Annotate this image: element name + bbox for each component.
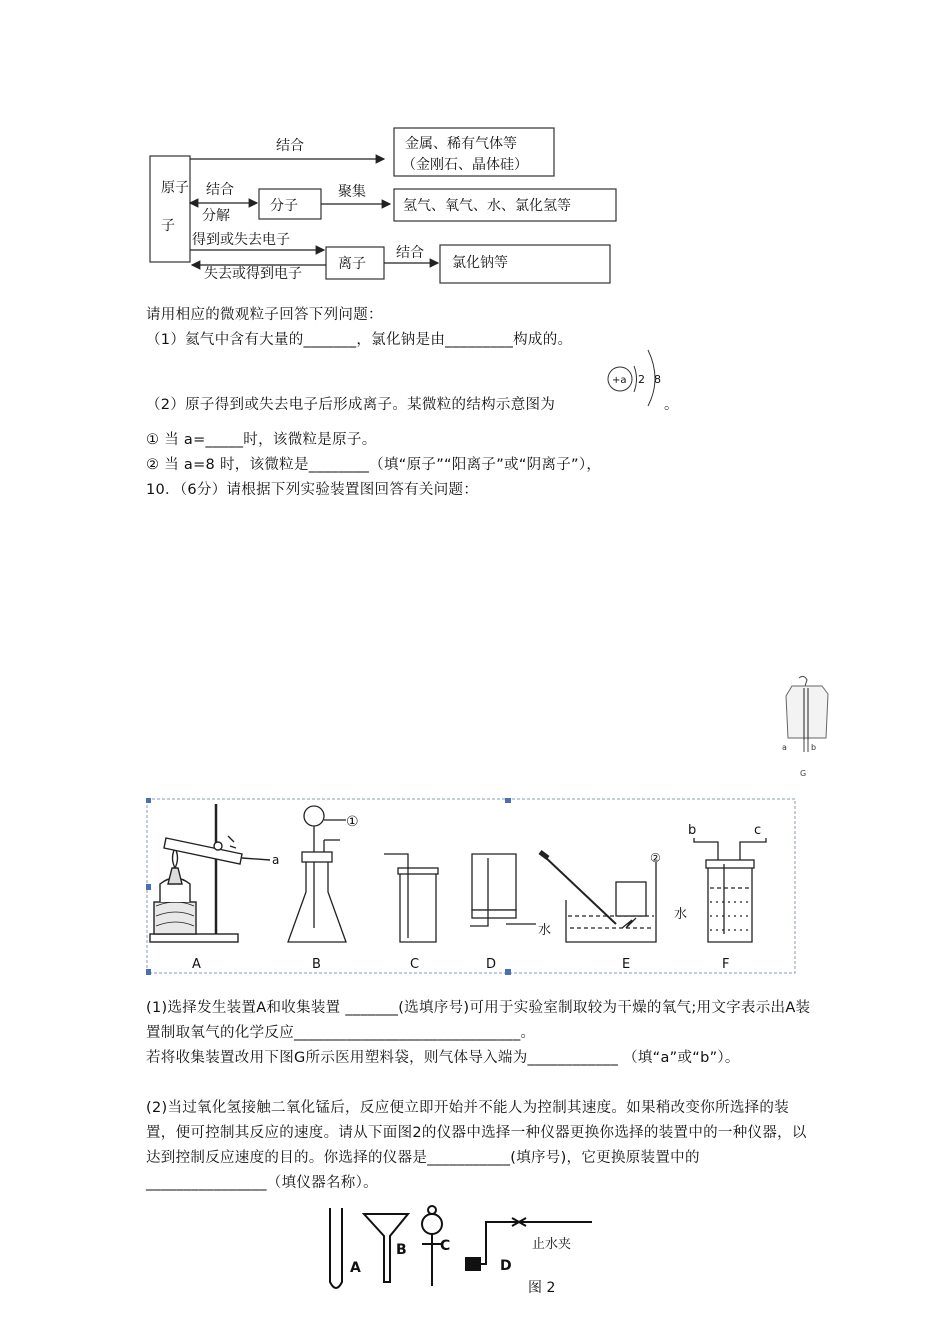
clamp-tube bbox=[466, 1218, 592, 1270]
atom-box bbox=[150, 156, 190, 262]
q9-part2-text: （2）原子得到或失去电子后形成离子。某微粒的结构示意图为 bbox=[146, 397, 556, 413]
ion-label: 离子 bbox=[338, 256, 366, 272]
mark-b: b bbox=[688, 823, 697, 838]
mark-a: a bbox=[272, 853, 280, 867]
combine-label-3: 结合 bbox=[396, 245, 424, 261]
mark-water-f: 水 bbox=[674, 907, 688, 922]
gain-lose-label: 得到或失去电子 bbox=[192, 232, 290, 248]
molecule-label: 分子 bbox=[270, 198, 298, 214]
shell1-electrons: 2 bbox=[638, 373, 645, 386]
bag-label-g: G bbox=[800, 769, 807, 778]
particle-structure-diagram bbox=[602, 346, 666, 408]
label-d: D bbox=[486, 957, 497, 972]
q9-part2-end: 。 bbox=[664, 397, 679, 413]
q10-part1-bag: 若将收集装置改用下图G所示医用塑料袋，则气体导入端为____________ （填“a”或“b”）。 bbox=[146, 1050, 740, 1066]
combine-label-2: 结合 bbox=[206, 182, 234, 198]
label-b: B bbox=[312, 957, 321, 972]
q9-part2 bbox=[146, 393, 555, 414]
lose-gain-label: 失去或得到电子 bbox=[204, 266, 302, 282]
label-e: E bbox=[622, 957, 631, 972]
bag-port-b: b bbox=[811, 743, 817, 752]
salt-label: 氯化钠等 bbox=[452, 255, 508, 271]
mark-water-e: 水 bbox=[538, 923, 552, 938]
fig2-label-c: C bbox=[440, 1238, 451, 1254]
q10-part1: (1)选择发生装置A和收集装置 _______(选填序号)可用于实验室制取较为干燥的氧气;用文字表示出A装置制取氧气的化学反应______________________________。 bbox=[146, 1000, 811, 1041]
apparatus-c bbox=[384, 854, 438, 942]
label-a: A bbox=[192, 957, 201, 972]
mark-circle2: ② bbox=[650, 851, 661, 865]
atom-label-2: 子 bbox=[161, 218, 175, 234]
metal-line-1: 金属、稀有气体等 bbox=[405, 136, 517, 152]
atom-label-1: 原子 bbox=[161, 180, 189, 196]
nucleus-charge: +a bbox=[612, 375, 627, 386]
fig2-caption: 图 2 bbox=[528, 1280, 556, 1296]
metal-line-2: （金刚石、晶体硅） bbox=[402, 157, 528, 173]
q10-title: 10．（6分）请根据下列实验装置图回答有关问题： bbox=[146, 482, 479, 498]
mark-c: c bbox=[754, 823, 762, 838]
label-f: F bbox=[722, 957, 730, 972]
combine-label-1: 结合 bbox=[276, 138, 304, 154]
apparatus-b bbox=[288, 806, 346, 942]
apparatus-e bbox=[540, 852, 656, 942]
fig2-label-a: A bbox=[350, 1260, 361, 1276]
plastic-bag-g bbox=[778, 674, 834, 784]
q9-sub1: ① 当 a=_____时，该微粒是原子。 bbox=[146, 432, 377, 448]
q10-part2: (2)当过氧化氢接触二氧化锰后，反应便立即开始并不能人为控制其速度。如果稍改变你所选择的装置，便可控制其反应的速度。请从下面图2的仪器中选择一种仪器更换你选择的装置中的一种仪器，以达到控制反应速度的目的。你选择的仪器是___________(填序号)，它更换原装置中的________________（填仪器名称）。 bbox=[146, 1100, 807, 1191]
q9-part1: （1）氦气中含有大量的_______，氯化钠是由_________构成的。 bbox=[146, 332, 573, 348]
bag-port-a: a bbox=[782, 743, 787, 752]
gas-label: 氢气、氧气、水、氯化氢等 bbox=[403, 198, 571, 214]
figure-2 bbox=[322, 1202, 602, 1300]
fig2-label-b: B bbox=[396, 1242, 407, 1258]
shell2-electrons: 8 bbox=[654, 373, 661, 386]
fig2-label-d: D bbox=[500, 1258, 512, 1274]
apparatus-d bbox=[470, 854, 536, 926]
label-c: C bbox=[410, 957, 420, 972]
q9-sub2: ② 当 a=8 时，该微粒是________（填“原子”“阳离子”或“阴离子”）， bbox=[146, 457, 602, 473]
q9-intro: 请用相应的微观粒子回答下列问题： bbox=[146, 307, 383, 323]
mark-circle1: ① bbox=[346, 814, 359, 830]
apparatus-f bbox=[694, 838, 766, 942]
decompose-label: 分解 bbox=[202, 208, 230, 224]
test-tube bbox=[330, 1208, 342, 1288]
gather-label: 聚集 bbox=[338, 184, 366, 200]
fig2-clamp-label: 止水夹 bbox=[532, 1237, 572, 1252]
apparatus-figure bbox=[146, 798, 798, 976]
particle-relation-diagram bbox=[140, 120, 620, 292]
apparatus-a bbox=[150, 804, 270, 942]
separatory-funnel bbox=[422, 1206, 442, 1286]
